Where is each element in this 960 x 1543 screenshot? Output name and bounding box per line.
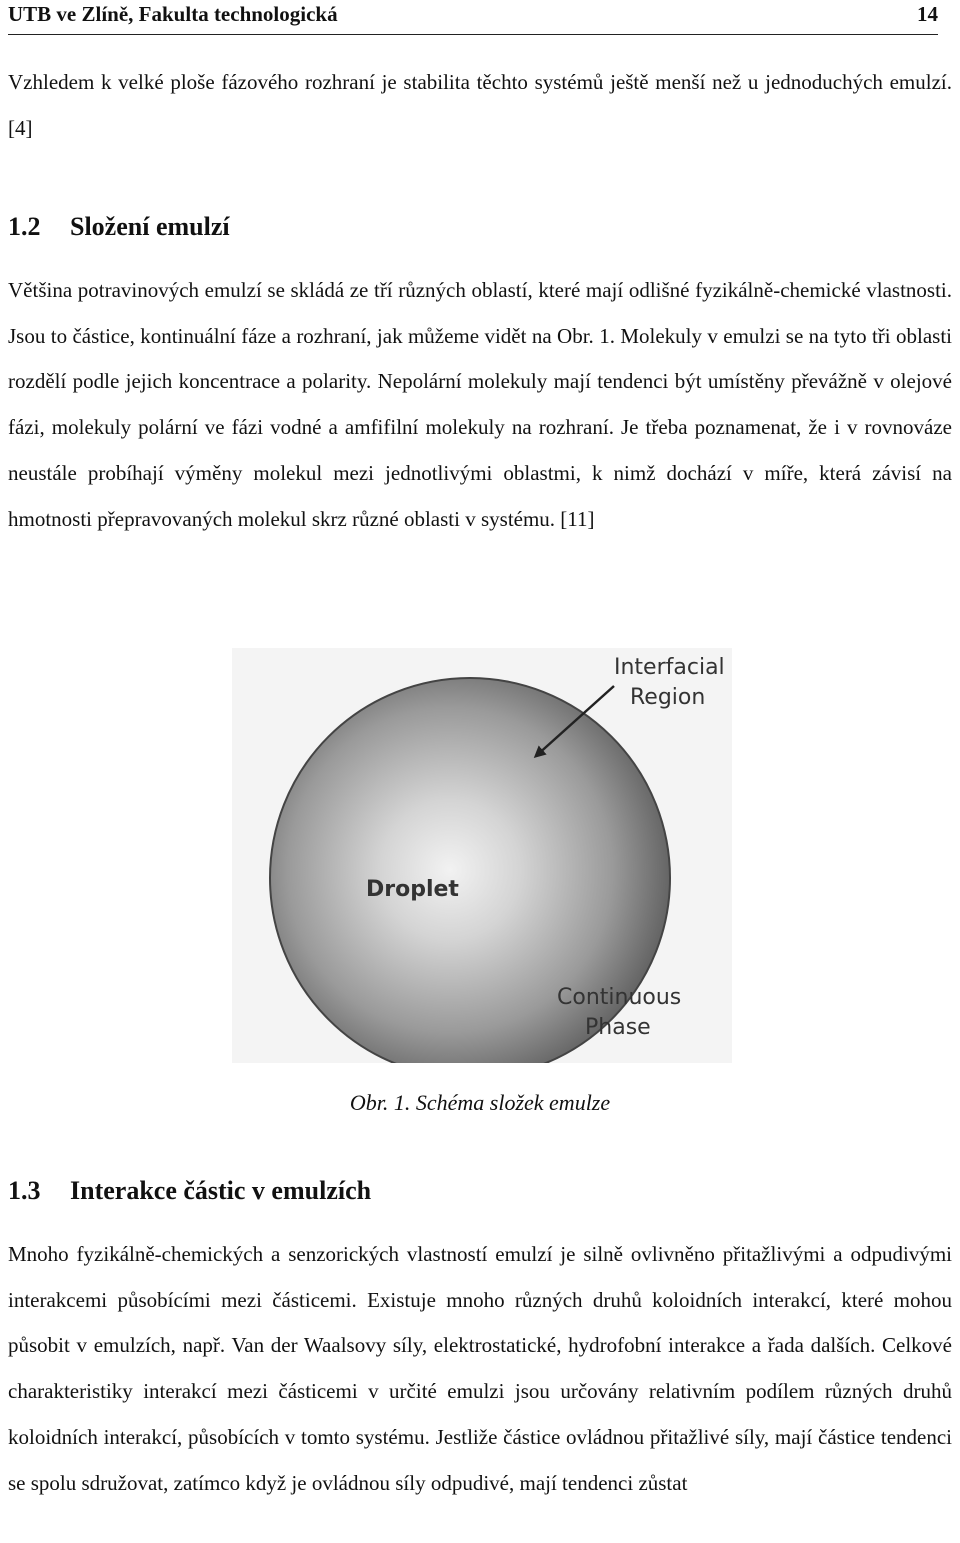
institution-name: UTB ve Zlíně, Fakulta technologická bbox=[8, 2, 338, 26]
figure-caption: Obr. 1. Schéma složek emulze bbox=[349, 1090, 611, 1115]
intro-paragraph: Vzhledem k velké ploše fázového rozhraní je stabilita těchto systémů ještě menší než u jednoduchých emulzí. [4] bbox=[8, 70, 952, 140]
section-number: 1.2 bbox=[8, 212, 41, 241]
emulsion-figure bbox=[232, 648, 732, 1063]
interfacial-label-line1: Interfacial bbox=[614, 655, 725, 680]
section-number: 1.3 bbox=[8, 1176, 41, 1205]
composition-paragraph: Většina potravinových emulzí se skládá ze tří různých oblastí, které mají odlišné fyzikálně-chemické vlastnosti. Jsou to částice, kontinuální fáze a rozhraní, jak můžeme vidět na Obr. 1. Molekuly v emulzi se na tyto tři oblasti rozdělí podle jejich koncentrace a polarity. Nepolární molekuly mají tendenci být umístěny převážně v olejové fázi, molekuly polární ve fázi vodné a amfifilní molekuly na rozhraní. Je třeba poznamenat, že i v rovnováze neustále probíhají výměny molekul mezi jednotlivými oblastmi, k nimž dochází v míře, která závisí na hmotnosti přepravovaných molekul skrz různé oblasti v systému. [11] bbox=[8, 278, 952, 531]
section-title: Složení emulzí bbox=[70, 212, 230, 241]
section-title: Interakce částic v emulzích bbox=[70, 1176, 372, 1205]
continuous-label-line2: Phase bbox=[585, 1015, 651, 1040]
section-heading-1-2 bbox=[8, 212, 230, 242]
continuous-label-line1: Continuous bbox=[557, 985, 682, 1010]
droplet-label: Droplet bbox=[366, 877, 459, 902]
emulsion-diagram bbox=[232, 648, 732, 1063]
interfacial-label-line2: Region bbox=[630, 685, 706, 710]
section-heading-1-3 bbox=[8, 1176, 371, 1206]
page-number: 14 bbox=[917, 2, 938, 26]
interactions-paragraph: Mnoho fyzikálně-chemických a senzorických vlastností emulzí je silně ovlivněno přitažlivými a odpudivými interakcemi působícími mezi částicemi. Existuje mnoho různých druhů koloidních interakcí, které mohou působit v emulzích, např. Van der Waalsovy síly, elektrostatické, hydrofobní interakce a řada dalších. Celkové charakteristiky interakcí mezi částicemi v určité emulzi jsou určovány relativním podílem různých druhů koloidních interakcí, působících v tomto systému. Jestliže částice ovládnou přitažlivé síly, mají částice tendenci se spolu sdružovat, zatímco když je ovládnou síly odpudivé, mají tendenci zůstat bbox=[8, 1242, 952, 1495]
page-header bbox=[8, 0, 938, 35]
